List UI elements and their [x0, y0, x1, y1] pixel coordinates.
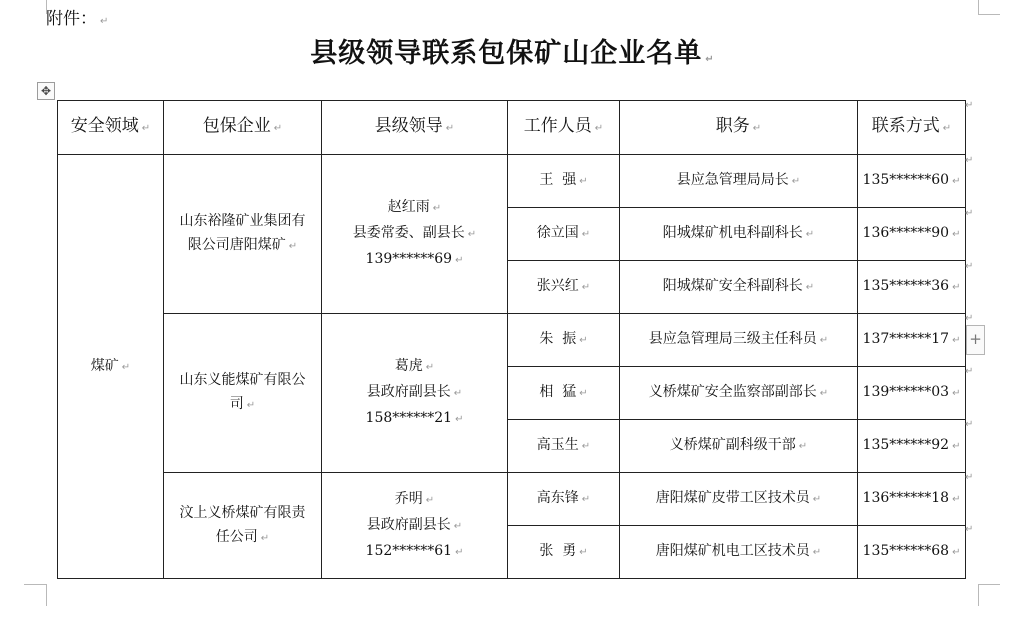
leader-cell: 赵红雨 ↵ 县委常委、副县长 ↵ 139******69 ↵ [322, 155, 508, 314]
document-title: 县级领导联系包保矿山企业名单 ↵ [310, 38, 715, 69]
staff-phone: 139******03 ↵ [858, 367, 966, 420]
staff-position: 县应急管理局局长 ↵ [620, 155, 858, 208]
company-cell: 山东裕隆矿业集团有限公司唐阳煤矿 ↵ [164, 155, 322, 314]
crop-mark-bottom-right [978, 584, 1000, 585]
end-of-row-mark: ↵ [965, 472, 974, 483]
header-cell: 县级领导 ↵ [322, 101, 508, 155]
end-of-row-mark: ↵ [965, 261, 974, 272]
staff-phone: 135******36 ↵ [858, 261, 966, 314]
staff-position: 唐阳煤矿机电工区技术员 ↵ [620, 526, 858, 579]
table-row [58, 473, 966, 526]
crop-mark-bottom-left-v [46, 584, 47, 606]
end-of-row-mark: ↵ [965, 524, 974, 535]
header-cell: 安全领域 ↵ [58, 101, 164, 155]
header-cell: 工作人员 ↵ [508, 101, 620, 155]
staff-phone: 135******92 ↵ [858, 420, 966, 473]
staff-phone: 135******60 ↵ [858, 155, 966, 208]
end-of-row-mark: ↵ [965, 100, 974, 111]
domain-cell: 煤矿 ↵ [58, 155, 164, 579]
company-cell: 汶上义桥煤矿有限责任公司 ↵ [164, 473, 322, 579]
staff-position: 县应急管理局三级主任科员 ↵ [620, 314, 858, 367]
table-move-handle-icon[interactable]: ✥ [37, 82, 55, 100]
crop-mark-bottom-right-v [978, 584, 979, 606]
staff-position: 阳城煤矿机电科副科长 ↵ [620, 208, 858, 261]
leader-cell: 葛虎 ↵ 县政府副县长 ↵ 158******21 ↵ [322, 314, 508, 473]
end-of-row-mark: ↵ [965, 155, 974, 166]
header-cell: 包保企业 ↵ [164, 101, 322, 155]
staff-position: 义桥煤矿副科级干部 ↵ [620, 420, 858, 473]
company-cell: 山东义能煤矿有限公司 ↵ [164, 314, 322, 473]
staff-position: 义桥煤矿安全监察部副部长 ↵ [620, 367, 858, 420]
staff-name: 王 强 ↵ [508, 155, 620, 208]
staff-name: 徐立国 ↵ [508, 208, 620, 261]
staff-name: 相 猛 ↵ [508, 367, 620, 420]
end-of-row-mark: ↵ [965, 366, 974, 377]
staff-name: 张兴红 ↵ [508, 261, 620, 314]
end-of-row-mark: ↵ [965, 208, 974, 219]
header-cell: 职务 ↵ [620, 101, 858, 155]
staff-phone: 136******18 ↵ [858, 473, 966, 526]
leader-cell: 乔明 ↵ 县政府副县长 ↵ 152******61 ↵ [322, 473, 508, 579]
end-of-row-mark: ↵ [965, 419, 974, 430]
crop-mark-top-right [978, 0, 979, 14]
crop-mark-top-right-h [978, 14, 1000, 15]
end-of-row-mark: ↵ [965, 313, 974, 324]
crop-mark-bottom-left [24, 584, 46, 585]
table-row [58, 155, 966, 208]
add-row-icon[interactable]: + [966, 325, 985, 355]
staff-position: 阳城煤矿安全科副科长 ↵ [620, 261, 858, 314]
contact-table [57, 100, 966, 579]
table-row [58, 314, 966, 367]
header-cell: 联系方式 ↵ [858, 101, 966, 155]
staff-position: 唐阳煤矿皮带工区技术员 ↵ [620, 473, 858, 526]
staff-name: 朱 振 ↵ [508, 314, 620, 367]
annex-label: 附件： ↵ [46, 9, 109, 29]
staff-phone: 137******17 ↵ [858, 314, 966, 367]
staff-name: 张 勇 ↵ [508, 526, 620, 579]
staff-phone: 135******68 ↵ [858, 526, 966, 579]
table-header-row [58, 101, 966, 155]
staff-name: 高玉生 ↵ [508, 420, 620, 473]
staff-phone: 136******90 ↵ [858, 208, 966, 261]
staff-name: 高东锋 ↵ [508, 473, 620, 526]
